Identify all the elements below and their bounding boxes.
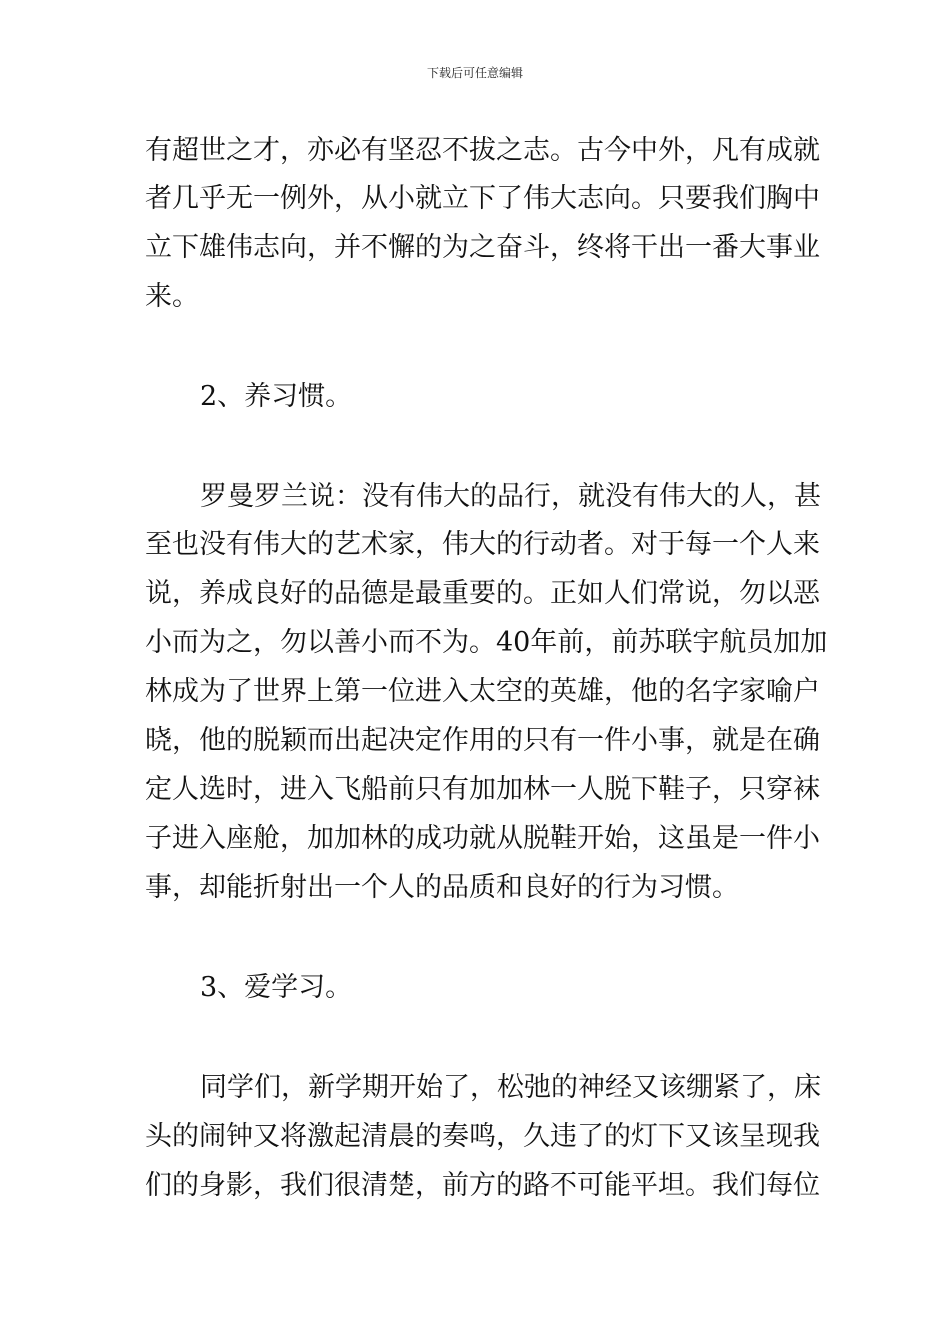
paragraph-line: 来。 [145, 281, 199, 312]
paragraph-line: 罗曼罗兰说：没有伟大的品行，就没有伟大的人，甚 [200, 481, 821, 512]
paragraph-line: 头的闹钟又将激起清晨的奏鸣，久违了的灯下又该呈现我 [145, 1121, 820, 1152]
paragraph-line: 晓，他的脱颖而出起决定作用的只有一件小事，就是在确 [145, 725, 820, 756]
section-heading: 3、爱学习。 [200, 972, 353, 1003]
paragraph-line: 子进入座舱，加加林的成功就从脱鞋开始，这虽是一件小 [145, 823, 820, 854]
paragraph-line: 者几乎无一例外，从小就立下了伟大志向。只要我们胸中 [145, 183, 820, 214]
page-header: 下载后可任意编辑 [426, 66, 523, 80]
paragraph-line: 说，养成良好的品德是最重要的。正如人们常说，勿以恶 [145, 578, 820, 609]
paragraph-line: 同学们，新学期开始了，松弛的神经又该绷紧了，床 [200, 1072, 821, 1103]
paragraph-line: 事，却能折射出一个人的品质和良好的行为习惯。 [145, 872, 739, 903]
paragraph-line: 立下雄伟志向，并不懈的为之奋斗，终将干出一番大事业 [145, 232, 820, 263]
paragraph-line: 小而为之，勿以善小而不为。40年前，前苏联宇航员加加 [145, 627, 828, 658]
section-heading: 2、养习惯。 [200, 381, 353, 412]
paragraph-line: 林成为了世界上第一位进入太空的英雄，他的名字家喻户 [145, 676, 820, 707]
paragraph-line: 定人选时，进入飞船前只有加加林一人脱下鞋子，只穿袜 [145, 774, 820, 805]
paragraph-line: 们的身影，我们很清楚，前方的路不可能平坦。我们每位 [145, 1170, 820, 1201]
paragraph-line: 至也没有伟大的艺术家，伟大的行动者。对于每一个人来 [145, 529, 820, 560]
paragraph-line: 有超世之才，亦必有坚忍不拔之志。古今中外，凡有成就 [145, 135, 820, 166]
